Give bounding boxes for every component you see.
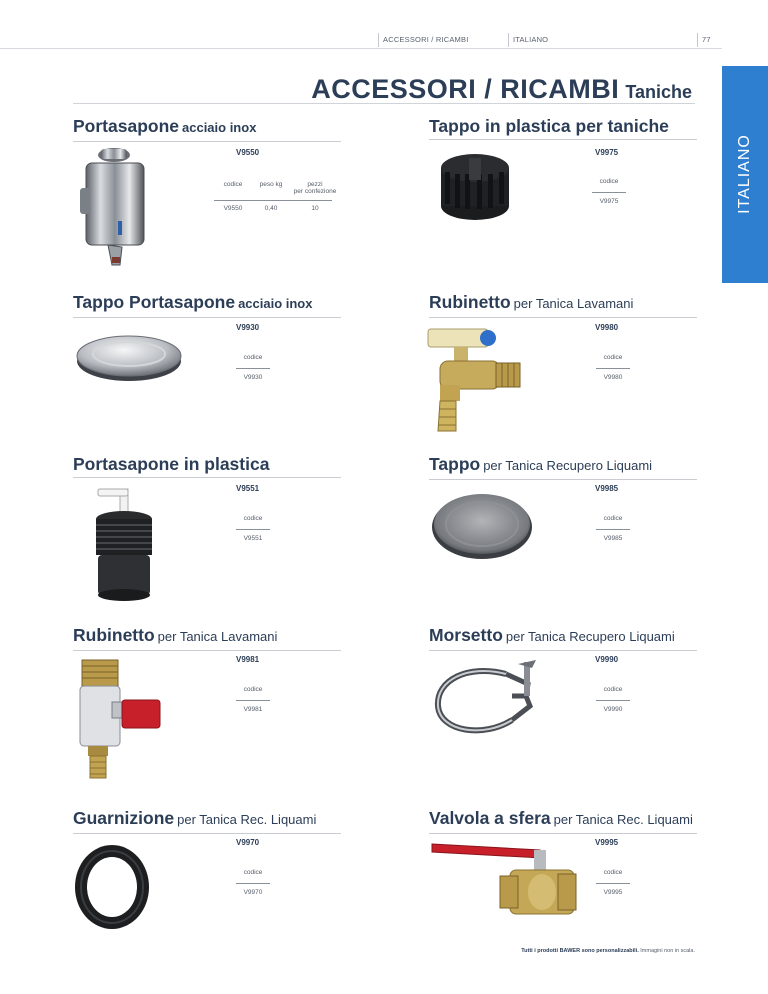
product-code-heading: V9980 [595,323,619,332]
product-v9551 [73,453,341,478]
product-title: Portasapone acciaio inox [73,116,257,136]
brass-tap-image [426,323,524,435]
product-v9990 [429,624,697,651]
ball-valve-image [430,836,580,920]
red-handle-tap-image [78,656,170,782]
product-code-heading: V9981 [236,655,260,664]
steel-cap-image [74,331,184,383]
page-title-sub: Taniche [625,82,692,102]
product-v9995 [429,807,697,834]
page-title-main: ACCESSORI / RICAMBI [311,74,620,104]
product-title: Morsetto per Tanica Recupero Liquami [429,625,675,645]
product-table: codice V9975 [592,178,626,205]
product-code-heading: V9995 [595,838,619,847]
language-side-tab [722,66,768,283]
product-title: Tappo Portasapone acciaio inox [73,292,313,312]
product-table: codice V9551 [236,515,270,542]
soap-dispenser-steel-image [78,143,170,273]
product-code-heading: V9985 [595,484,619,493]
product-table: codice V9990 [596,686,630,713]
product-v9930 [73,291,341,318]
footer-note: Tutti i prodotti BAWER sono personalizzabili. Immagini non in scala. [521,948,695,954]
cell-code: V9550 [223,205,243,212]
title-rule [73,103,695,104]
clamp-image [428,656,548,742]
product-code-heading: V9550 [236,148,260,157]
product-code-heading: V9975 [595,148,619,157]
product-table [214,181,340,212]
product-title: Rubinetto per Tanica Lavamani [429,292,634,312]
product-title: Rubinetto per Tanica Lavamani [73,625,278,645]
cell-weight: 0,40 [264,205,278,212]
product-title: Portasapone in plastica [73,454,270,474]
cell-pieces: 10 [311,205,319,212]
steel-plug-image [430,489,534,561]
product-v9550 [73,115,341,142]
product-table: codice V9970 [236,869,270,896]
plastic-soap-dispenser-image [84,485,168,605]
header-language: ITALIANO [508,33,548,47]
product-v9985 [429,453,697,480]
product-code-heading: V9930 [236,323,260,332]
product-title: Tappo per Tanica Recupero Liquami [429,454,653,474]
product-title: Valvola a sfera per Tanica Rec. Liquami [429,808,693,828]
product-code-heading: V9551 [236,484,260,493]
product-code-heading: V9970 [236,838,260,847]
product-table: codice V9980 [596,354,630,381]
page-number: 77 [697,33,711,47]
header-rule [0,48,722,49]
page-title [311,74,692,105]
gasket-image [72,842,154,932]
product-v9981 [73,624,341,651]
product-v9975 [429,115,697,140]
product-v9970 [73,807,341,834]
product-v9980 [429,291,697,318]
product-title: Tappo in plastica per taniche [429,116,669,136]
product-table: codice V9930 [236,354,270,381]
side-tab-label: ITALIANO [736,134,753,214]
product-table: codice V9985 [596,515,630,542]
header-section: ACCESSORI / RICAMBI [378,33,468,47]
product-table: codice V9995 [596,869,630,896]
col-pezzi: pezzi per confezione [293,181,337,195]
product-title: Guarnizione per Tanica Rec. Liquami [73,808,317,828]
col-peso: peso kg [259,181,283,188]
product-code-heading: V9990 [595,655,619,664]
plastic-cap-image [435,146,515,226]
product-table: codice V9981 [236,686,270,713]
col-codice: codice [223,181,243,188]
